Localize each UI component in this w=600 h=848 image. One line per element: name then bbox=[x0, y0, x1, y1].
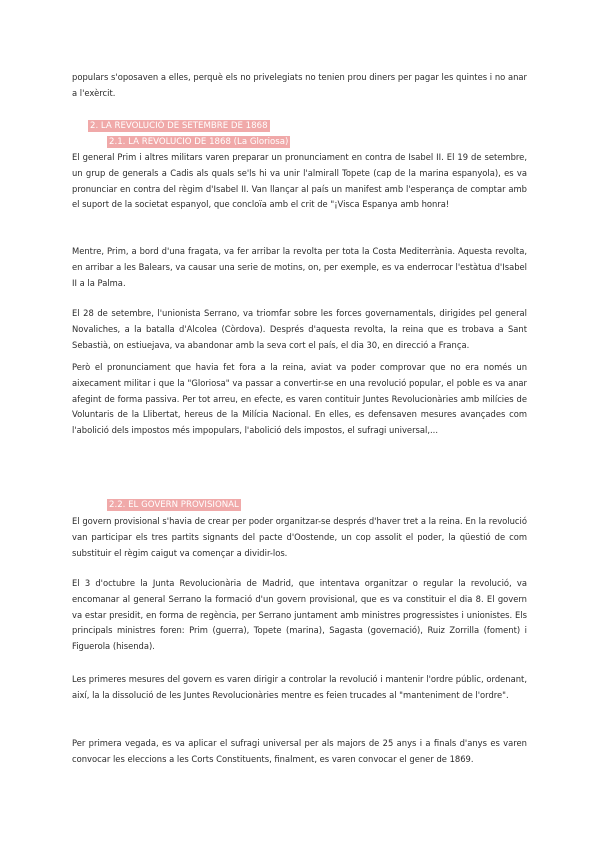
paragraph-block-6 bbox=[72, 576, 527, 655]
body-paragraph: Mentre, Prim, a bord d'una fragata, va fer arribar la revolta per tota la Costa Mediterrània. Aquesta revolta, en arribar a les Balears, va causar una serie de motins, on, per exemple, es va enderrocar l'estàtua d'Isabel II a la Palma. bbox=[72, 246, 527, 288]
paragraph-block-5 bbox=[72, 514, 527, 561]
intro-paragraph-block bbox=[72, 70, 527, 102]
body-paragraph: Però el pronunciament que havia fet fora a la reina, aviat va poder comprovar que no era només un aixecament militar i que la "Gloriosa" va passar a convertir-se en una revolució popular, el poble es va anar afegint de forma passiva. Per tot arreu, en efecte, es varen contituir Juntes Revolucionàries amb milícies de Voluntaris de la Llibertat, hereus de la Milícia Nacional. En elles, es defensaven mesures avançades com l'abolició dels impostos més impopulars, l'abolició dels impostos, el sufragi universal,... bbox=[72, 362, 527, 436]
body-paragraph: El 3 d'octubre la Junta Revolucionària de Madrid, que intentava organitzar o regular la revolució, va encomanar al general Serrano la formació d'un govern provisional, que es va constituir el dia 8. El govern va estar presidit, en forma de regència, per Serrano juntament amb ministres progressistes i unionistes. Els principals ministres foren: Prim (guerra), Topete (marina), Sagasta (governació), Ruiz Zorrilla (foment) i Figuerola (hisenda). bbox=[72, 578, 527, 652]
section-heading: 2. LA REVOLUCIÓ DE SETEMBRE DE 1868 bbox=[90, 121, 268, 131]
body-paragraph: Per primera vegada, es va aplicar el sufragi universal per als majors de 25 anys i a finals d'anys es varen convocar les eleccions a les Corts Constituents, finalment, es varen convocar el gener de 1869. bbox=[72, 738, 527, 764]
body-paragraph: El govern provisional s'havia de crear per poder organitzar-se després d'haver tret a la reina. En la revolució van participar els tres partits signants del pacte d'Oostende, un cop assolit el poder, la qüestió de com substituir el règim caigut va començar a dividir-los. bbox=[72, 516, 527, 558]
intro-paragraph: populars s'oposaven a elles, perquè els no privelegiats no tenien prou diners per pagar les quintes i no anar a l'exèrcit. bbox=[72, 72, 527, 98]
paragraph-block-3 bbox=[72, 306, 527, 353]
body-paragraph: Les primeres mesures del govern es varen dirigir a controlar la revolució i mantenir l'ordre públic, ordenant, així, la la dissolució de les Juntes Revolucionàries mentre es feien trucades al "manteniment de l'ordre". bbox=[72, 674, 527, 700]
paragraph-block-8 bbox=[72, 736, 527, 768]
subsection-heading-1: 2.1. LA REVOLUCIO DE 1868 (La Gloriosa) bbox=[109, 137, 289, 147]
paragraph-block-2 bbox=[72, 244, 527, 291]
body-paragraph: El 28 de setembre, l'unionista Serrano, va triomfar sobre les forces governamentals, dirigides pel general Novaliches, a la batalla d'Alcolea (Còrdova). Després d'aquesta revolta, la reina que es trobava a Sant Sebastià, on estiuejava, va abandonar amb la seva cort el país, el dia 30, en direcció a França. bbox=[72, 308, 527, 350]
paragraph-block-1 bbox=[72, 150, 527, 213]
body-paragraph: El general Prim i altres militars varen preparar un pronunciament en contra de Isabel II. El 19 de setembre, un grup de generals a Cadis als quals se'ls hi va unir l'almirall Topete (cap de la marina espanyola), es va pronunciar en contra del règim d'Isabel II. Van llançar al país un manifest amb l'esperança de comptar amb el suport de la societat espanyol, que concloïa amb el crit de "¡Visca Espanya amb honra! bbox=[72, 152, 527, 210]
paragraph-block-4 bbox=[72, 360, 527, 439]
paragraph-block-7 bbox=[72, 672, 527, 704]
subsection-heading-2: 2.2. EL GOVERN PROVISIONAL bbox=[109, 500, 239, 510]
